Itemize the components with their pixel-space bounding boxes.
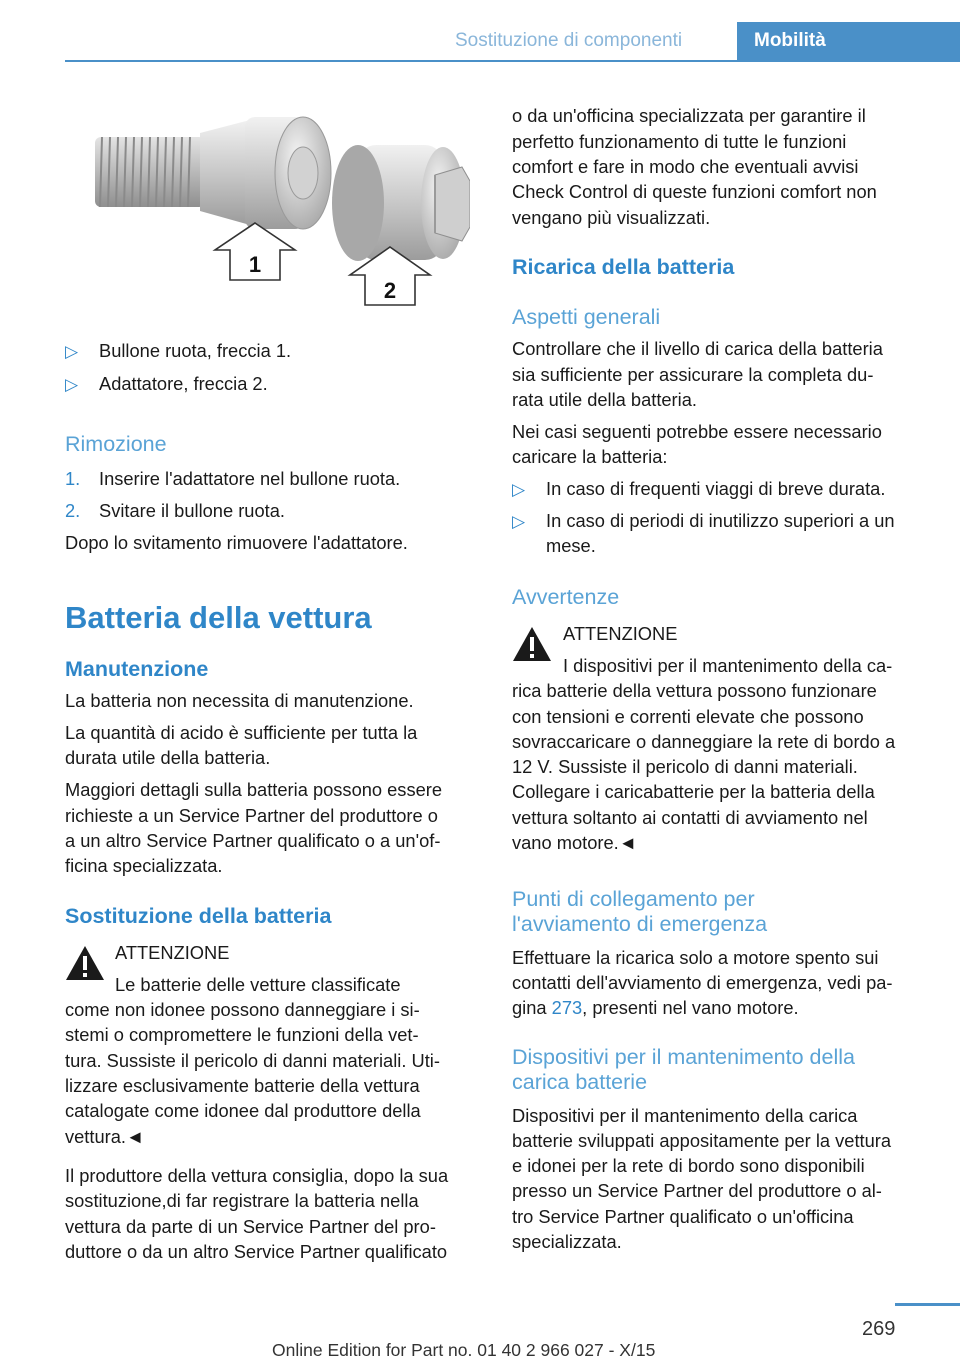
ricarica-heading: Ricarica della batteria bbox=[512, 255, 735, 279]
warning-line: stemi o compromettere le funzioni della vet- bbox=[65, 1024, 419, 1045]
paragraph-line: La quantità di acido è sufficiente per tutta la bbox=[65, 722, 418, 743]
sostituzione-heading: Sostituzione della batteria bbox=[65, 904, 332, 928]
manutenzione-heading: Manutenzione bbox=[65, 657, 209, 681]
warning-line: Le batterie delle vetture classificate bbox=[115, 974, 401, 995]
paragraph-line: Check Control di queste funzioni comfort non bbox=[512, 181, 877, 202]
arrow-2-label: 2 bbox=[383, 278, 397, 303]
paragraph-line: a un altro Service Partner qualificato o a un'of- bbox=[65, 830, 441, 851]
paragraph-line: contatti dell'avviamento di emergenza, vedi pa- bbox=[512, 972, 893, 993]
punti-heading-line: Punti di collegamento per bbox=[512, 887, 755, 911]
bullet-marker: ▷ bbox=[65, 375, 79, 394]
warning-line: sovraccaricare o danneggiare la rete di bordo a bbox=[512, 731, 896, 752]
paragraph-line: perfetto funzionamento di tutte le funzioni bbox=[512, 131, 847, 152]
arrow-1-label: 1 bbox=[248, 252, 262, 277]
paragraph-line: e idonei per la rete di bordo sono disponibili bbox=[512, 1155, 865, 1176]
bullet-item: In caso di periodi di inutilizzo superiori a un bbox=[546, 510, 895, 531]
warning-icon bbox=[512, 626, 552, 662]
warning-line: vettura soltanto ai contatti di avviamento nel bbox=[512, 807, 868, 828]
avvertenze-heading: Avvertenze bbox=[512, 585, 620, 609]
header-rule bbox=[65, 60, 960, 62]
step-number: 1. bbox=[65, 468, 81, 489]
warning-title: ATTENZIONE bbox=[563, 623, 678, 644]
warning-line: vano motore.◄ bbox=[512, 832, 637, 853]
rimozione-heading: Rimozione bbox=[65, 432, 167, 456]
paragraph-line: comfort e fare in modo che eventuali avvisi bbox=[512, 156, 859, 177]
paragraph-line: batterie sviluppati appositamente per la vettura bbox=[512, 1130, 892, 1151]
paragraph-line: Maggiori dettagli sulla batteria possono essere bbox=[65, 779, 443, 800]
warning-line: tura. Sussiste il pericolo di danni materiali. Uti- bbox=[65, 1050, 440, 1071]
warning-line: con tensioni e correnti elevate che possono bbox=[512, 706, 864, 727]
page-273-link[interactable]: 273 bbox=[551, 997, 583, 1018]
paragraph-line: o da un'officina specializzata per garantire il bbox=[512, 105, 866, 126]
paragraph-text: gina bbox=[512, 997, 552, 1018]
page-number: 269 bbox=[862, 1318, 896, 1340]
paragraph-line: Il produttore della vettura consiglia, dopo la sua bbox=[65, 1165, 449, 1186]
paragraph: Dopo lo svitamento rimuovere l'adattatore. bbox=[65, 532, 408, 553]
paragraph-line: Dispositivi per il mantenimento della carica bbox=[512, 1105, 858, 1126]
warning-line: Collegare i caricabatterie per la batteria della bbox=[512, 781, 875, 802]
bullet-marker: ▷ bbox=[512, 480, 526, 499]
dispositivi-heading-line: Dispositivi per il mantenimento della bbox=[512, 1045, 855, 1069]
warning-line: I dispositivi per il mantenimento della ca- bbox=[563, 655, 893, 676]
arrow-1 bbox=[215, 223, 295, 280]
paragraph-line: presso un Service Partner del produttore o al- bbox=[512, 1180, 882, 1201]
warning-line: rica batterie della vettura possono funzionare bbox=[512, 680, 877, 701]
footer-rule bbox=[895, 1303, 960, 1306]
aspetti-heading: Aspetti generali bbox=[512, 305, 661, 329]
paragraph-line: rata utile della batteria. bbox=[512, 389, 697, 410]
warning-line: 12 V. Sussiste il pericolo di danni materiali. bbox=[512, 756, 858, 777]
warning-line: catalogate come idonee dal produttore della bbox=[65, 1100, 421, 1121]
paragraph-line bbox=[512, 995, 799, 1020]
running-header-section: Sostituzione di componenti bbox=[455, 30, 683, 51]
step-text: Svitare il bullone ruota. bbox=[99, 500, 285, 521]
bolt-cone bbox=[200, 120, 250, 225]
warning-title: ATTENZIONE bbox=[115, 942, 230, 963]
paragraph-line: caricare la batteria: bbox=[512, 446, 668, 467]
paragraph-line: sostituzione,di far registrare la batteria nella bbox=[65, 1190, 419, 1211]
warning-line: vettura.◄ bbox=[65, 1126, 145, 1147]
paragraph-line: Effettuare la ricarica solo a motore spento sui bbox=[512, 947, 879, 968]
batteria-heading: Batteria della vettura bbox=[65, 600, 372, 635]
paragraph-line: Controllare che il livello di carica della batteria bbox=[512, 338, 883, 359]
paragraph-line: ficina specializzata. bbox=[65, 855, 223, 876]
paragraph-line: richieste a un Service Partner del produttore o bbox=[65, 805, 438, 826]
paragraph-line: durata utile della batteria. bbox=[65, 747, 271, 768]
dispositivi-heading-line: carica batterie bbox=[512, 1070, 648, 1094]
punti-heading-line: l'avviamento di emergenza bbox=[512, 912, 768, 936]
bullet-item: Adattatore, freccia 2. bbox=[99, 373, 268, 394]
warning-line: come non idonee possono danneggiare i si- bbox=[65, 999, 420, 1020]
chapter-tab: Mobilità bbox=[737, 22, 960, 62]
paragraph-line: Nei casi seguenti potrebbe essere necessario bbox=[512, 421, 882, 442]
step-number: 2. bbox=[65, 500, 81, 521]
paragraph-line: specializzata. bbox=[512, 1231, 622, 1252]
wheel-bolt-figure bbox=[90, 115, 470, 330]
edition-note: Online Edition for Part no. 01 40 2 966 027 - X/15 bbox=[272, 1340, 656, 1360]
bullet-item: Bullone ruota, freccia 1. bbox=[99, 340, 292, 361]
bullet-marker: ▷ bbox=[512, 512, 526, 531]
paragraph: La batteria non necessita di manutenzione. bbox=[65, 690, 414, 711]
warning-line: lizzare esclusivamente batterie della vettura bbox=[65, 1075, 420, 1096]
paragraph-line: vengano più visualizzati. bbox=[512, 207, 711, 228]
paragraph-line: tro Service Partner qualificato o un'officina bbox=[512, 1206, 854, 1227]
paragraph-line: sia sufficiente per assicurare la completa du- bbox=[512, 364, 874, 385]
warning-icon bbox=[65, 945, 105, 981]
bullet-item-cont: mese. bbox=[546, 535, 596, 556]
paragraph-text: , presenti nel vano motore. bbox=[582, 997, 799, 1018]
paragraph-line: vettura da parte di un Service Partner del pro- bbox=[65, 1216, 436, 1237]
step-text: Inserire l'adattatore nel bullone ruota. bbox=[99, 468, 401, 489]
bullet-marker: ▷ bbox=[65, 342, 79, 361]
paragraph-line: duttore o da un altro Service Partner qualificato bbox=[65, 1241, 448, 1262]
bullet-item: In caso di frequenti viaggi di breve durata. bbox=[546, 478, 886, 499]
